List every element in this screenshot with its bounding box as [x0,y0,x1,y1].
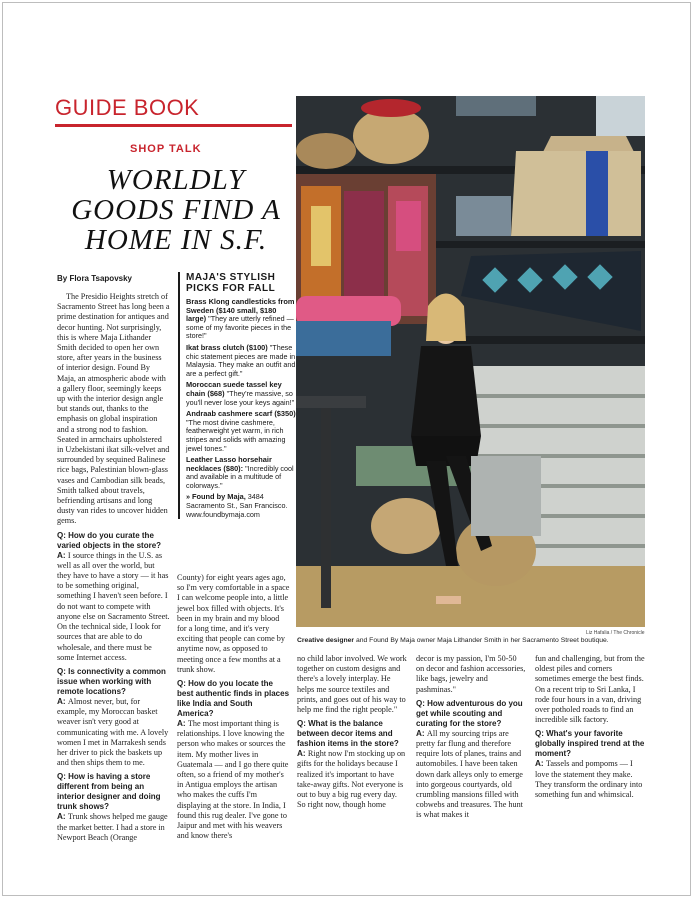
question: Q: How do you curate the varied objects in the store? [57,530,162,550]
answer: A: Trunk shows helped me gauge the market better. I had a store in Newport Beach (Orange [57,812,168,842]
question: Q: How do you locate the best authentic finds in places like India and South America? [177,679,290,719]
arrow-icon: » [186,492,190,502]
pick-item: Brass Klong candlesticks from Sweden ($140 small, $180 large) "They are utterly refined — some of my favorite pieces in the store!" [186,297,295,341]
headline-line: HOME IN S.F. [84,224,268,256]
article-column-2 [177,573,290,841]
question: Q: What is the balance between decor items and fashion items in the store? [297,719,399,749]
intro-paragraph: The Presidio Heights stretch of Sacramento Street has long been a prime destination for antiques and decor hunting. Not surprisingly, this is where Maja Lithander Smith decided to open her own store, after years in the business of interior design. Found By Maja, an atmospheric abode with a gallery floor, seemingly keeps up with the interior design angle but stands out, thanks to the emphasis on global inspiration and a strong nod to fashion. Seated in armchairs upholstered in Uzbekistani ikat silk-velvet and surrounded by sequined Balinese rice bags, Palestinian blown-glass vases and Cambodian silk beads, Smith talked about travels, befriending artisans and long dusty van rides to uncover hidden gems. [57,292,170,526]
kicker: SHOP TALK [130,143,202,155]
section-title: GUIDE BOOK [55,95,200,120]
article-column-4 [416,654,526,821]
photo-credit: Liz Hafalia / The Chronicle [586,630,645,636]
article-column-1 [57,292,170,843]
sidebar-title: MAJA'S STYLISH PICKS FOR FALL [186,272,276,294]
answer: A: All my sourcing trips are pretty far flung and therefore require lots of planes, trains and automobiles. I have been taken down dark alleys only to emerge into gorgeous courtyards, old crumbling mansions filled with cobwebs and treasures. The hunt is what makes it [416,728,523,820]
pick-item: Ikat brass clutch ($100) "These chic statement pieces are made in Malaysia. They make an outfit and are a perfect gift." [186,342,296,378]
answer-continued: decor is my passion, I'm 50-50 on decor and fashion accessories, like bags, jewelry and pashminas." [416,654,526,694]
article-column-5 [535,654,645,800]
headline-line: GOODS FIND A [71,194,281,226]
answer-continued: County) for eight years ages ago, so I'm very comfortable in a space I can welcome people into, a little jewel box filled with objects. It's been in my brain and my blood for a long time, and it's very exciting that people can come by anytime now, as opposed to meeting once a few months at a trunk show. [177,573,290,674]
article-column-3 [297,654,407,810]
pick-item: Moroccan suede tassel key chain ($68) "They're massive, so you'll never lose your keys again!" [186,380,295,407]
question: Q: What's your favorite globally inspired trend at the moment? [535,729,645,759]
answer-continued: no child labor involved. We work together on custom designs and there's a lovely interplay. He helps me source textiles and prints, and goes out of his way to help me find the right people." [297,654,407,715]
answer: A: Right now I'm stocking up on gifts for the holidays because I realized it's important to have take-away gifts. Not everyone is out to buy a big rug every day. So right now, though home [297,749,406,810]
answer-continued: fun and challenging, but from the oldest piles and corners sometimes emerge the best finds. On a recent trip to Sri Lanka, I rode four hours in a van, driving over potholed roads to find an incredible silk factory. [535,654,645,725]
pick-item: Leather Lasso horsehair necklaces ($80): "Incredibly cool and available in a multitude of colorways." [186,455,294,490]
photo-illustration [296,96,645,627]
question: Q: How is having a store different from being an interior designer and doing trunk shows? [57,772,161,812]
question: Q: How adventurous do you get while scouting and curating for the store? [416,698,523,728]
store-info: » Found by Maja, 3484 Sacramento St., San Francisco. www.foundbymaja.com [186,492,288,519]
answer: A: I source things in the U.S. as well as all over the world, but they have to have a story — it has to be something original, something I haven't seen before. I do not want to compete with anyone else on Sacramento Street. On the technical side, I look for sources that are able to do wholesale, and there must be some Internet access. [57,550,170,662]
answer: A: Tassels and pompoms — I love the statement they make. They transform the ordinary into something fun and whimsical. [535,759,643,800]
sidebar-picks [178,272,298,519]
question: Q: Is connectivity a common issue when working with remote locations? [57,666,166,696]
photo-caption: Creative designer and Found By Maja owner Maja Lithander Smith in her Sacramento Street boutique. [297,637,609,644]
pick-item: Andraab cashmere scarf ($350) "The most divine cashmere, featherweight yet warm, in rich stripes and solids with amazing jewel tones." [186,409,296,453]
section-rule [55,124,292,127]
boutique-photo [296,96,645,627]
headline-line: WORLDLY [106,164,246,196]
answer: A: Almost never, but, for example, my Moroccan basket weaver isn't very good at communicating with me. A lovely women I met in Marrakesh sends her driver to pick the baskets up and then ships them to me. [57,696,169,768]
byline: By Flora Tsapovsky [57,274,132,283]
headline [56,165,296,255]
answer: A: The most important thing is relationships. I love knowing the person who makes or sources the item. My mother lives in Guatemala — and I go there quite often, so a friend of my mother's in Antigua employs the artisan who makes the cuffs I'm displaying at the store. In India, I found this rug dealer. I've gone to Jaipur and met with his weavers and know there's [177,719,289,841]
